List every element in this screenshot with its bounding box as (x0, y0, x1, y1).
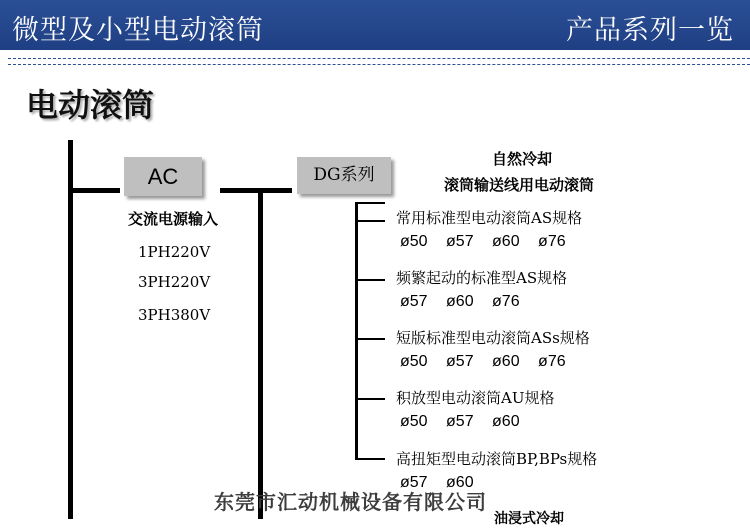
ac-input-label: 交流电源输入 (128, 210, 219, 228)
main-trunk-line (68, 140, 73, 519)
dg-item-label-2: 频繁起动的标准型AS规格 (396, 269, 568, 287)
ac-voltage-1: 1PH220V (138, 243, 211, 261)
company-name: 东莞市汇动机械设备有限公司 (214, 490, 487, 514)
header-banner (0, 0, 750, 50)
dg-cooling-title: 自然冷却 (492, 150, 553, 168)
dg-item-sizes-5: ø57 ø60 (400, 474, 474, 491)
items-branch-top (355, 202, 385, 204)
dg-item-label-3: 短版标准型电动滚筒ASs规格 (396, 329, 590, 347)
ac-box: AC (124, 157, 202, 196)
ac-voltage-3: 3PH380V (138, 306, 211, 324)
item-connector-3 (355, 338, 385, 340)
ac-branch-line (68, 188, 120, 193)
dg-cooling-subtitle: 滚筒输送线用电动滚筒 (444, 176, 595, 194)
items-trunk-line (355, 202, 358, 460)
item-connector-5 (355, 458, 385, 460)
dg-item-label-1: 常用标准型电动滚筒AS规格 (396, 209, 583, 227)
dg-item-sizes-1: ø50 ø57 ø60 ø76 (400, 233, 566, 250)
dg-item-sizes-3: ø50 ø57 ø60 ø76 (400, 353, 566, 370)
dg-item-sizes-2: ø57 ø60 ø76 (400, 293, 520, 310)
page-title: 电动滚筒 (26, 86, 155, 124)
item-connector-2 (355, 279, 385, 281)
dg-item-sizes-4: ø50 ø57 ø60 (400, 413, 520, 430)
dg-series-box: DG系列 (297, 157, 391, 194)
dg-trunk-line (258, 188, 263, 519)
dg-item-label-5: 高扭矩型电动滚筒BP,BPs规格 (396, 450, 598, 468)
dg-item-label-4: 积放型电动滚筒AU规格 (396, 389, 555, 407)
header-right-title: 产品系列一览 (566, 15, 734, 46)
item-connector-4 (355, 398, 385, 400)
divider-rule (8, 58, 750, 59)
header-left-title: 微型及小型电动滚筒 (12, 15, 264, 46)
item-connector-1 (355, 220, 385, 222)
oil-cooling-label: 油浸式冷却 (494, 511, 564, 527)
dg-branch-line (220, 188, 292, 193)
divider-rule-2 (8, 64, 750, 65)
ac-voltage-2: 3PH220V (138, 273, 211, 291)
